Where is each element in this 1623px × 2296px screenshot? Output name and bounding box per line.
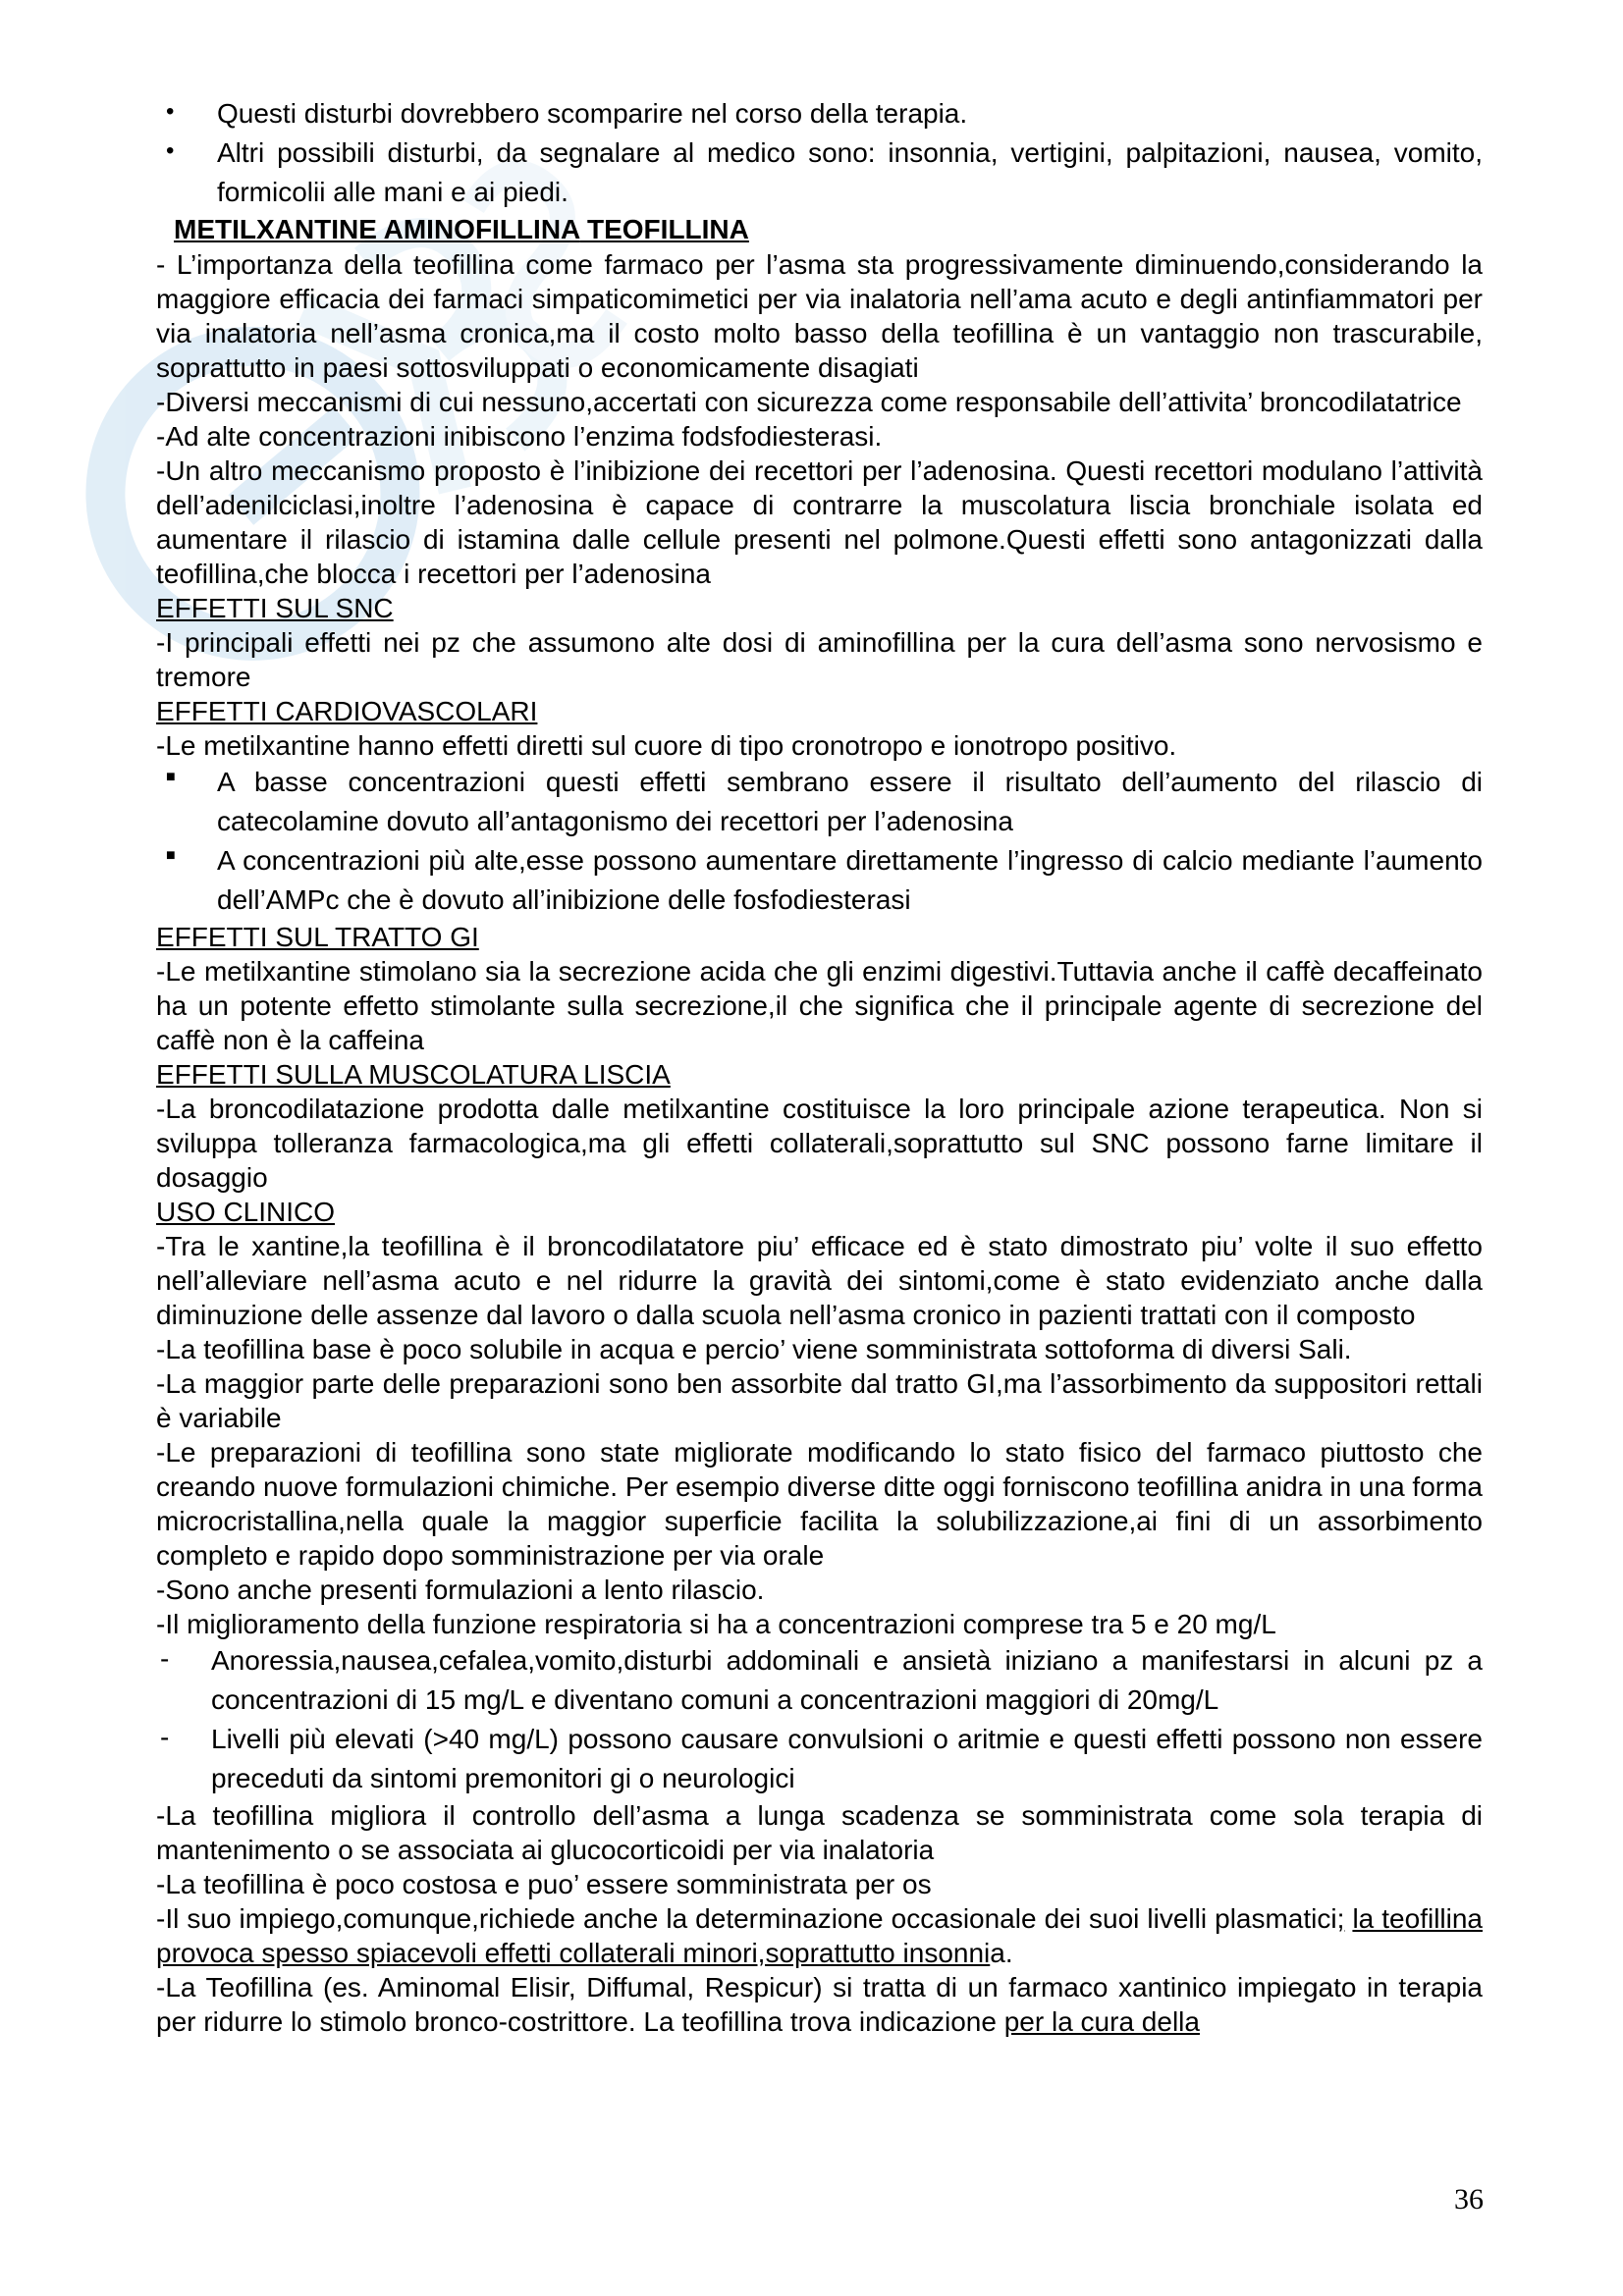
- impiego-tail: a: [990, 1938, 1005, 1968]
- paragraph: - L’importanza della teofillina come farmaco per l’asma sta progressivamente diminuendo,considerando la maggiore efficacia dei farmaci simpaticomimetici per via inalatoria nell’ama acuto e degli antinfiammatori per via inalatoria nell’asma cronica,ma il costo molto basso della teofillina è un vantaggio non trascurabile, soprattutto in paesi sottosviluppati o economicamente disagiati: [156, 249, 1483, 383]
- impiego-dot: .: [1004, 1938, 1013, 1968]
- page-title: [156, 212, 1483, 247]
- heading-part-1: METILXANTINE AMINOFILLINA: [174, 214, 580, 244]
- document-page: [156, 94, 1483, 2039]
- last-lead: -La Teofillina (es. Aminomal Elisir, Diffumal, Respicur) si tratta di un farmaco xantinico impiegato in terapia per ridurre lo stimolo bronco-costrittore. La teofillina trova indicazione: [156, 1972, 1483, 2037]
- paragraph: -Sono anche presenti formulazioni a lento rilascio.: [156, 1575, 765, 1605]
- square-bullet-icon: ■: [166, 847, 176, 864]
- paragraph: [156, 1970, 1483, 2039]
- paragraph: -Tra le xantine,la teofillina è il broncodilatatore piu’ efficace ed è stato dimostrato piu’ volte il suo effetto nell’alleviare nell’asma acuto e nel ridurre la gravità dei sintomi,come è stato evidenziato anche dalla diminuzione delle assenze dal lavoro o dalla scuola nell’asma cronico in pazienti trattati con il composto: [156, 1231, 1483, 1330]
- bullet-text: Anoressia,nausea,cefalea,vomito,disturbi addominali e ansietà iniziano a manifestarsi in alcuni pz a concentrazioni di 15 mg/L e diventano comuni a concentrazioni maggiori di 20mg/L: [211, 1645, 1483, 1715]
- bullet-text: A basse concentrazioni questi effetti sembrano essere il risultato dell’aumento del rilascio di catecolamine dovuto all’antagonismo dei recettori per l’adenosina: [217, 767, 1483, 836]
- paragraph: -Ad alte concentrazioni inibiscono l’enzima fodsfodiesterasi.: [156, 421, 883, 452]
- paragraph: -Diversi meccanismi di cui nessuno,accertati con sicurezza come responsabile dell’attivita’ broncodilatatrice: [156, 387, 1462, 417]
- dash-bullet-icon: -: [160, 1722, 170, 1752]
- bullet-text: Altri possibili disturbi, da segnalare al medico sono: insonnia, vertigini, palpitazioni, nausea, vomito, formicolii alle mani e ai piedi.: [217, 137, 1483, 207]
- bullet-text: Questi disturbi dovrebbero scomparire nel corso della terapia.: [217, 98, 968, 129]
- heading-part-2: TEOFILLINA: [587, 214, 749, 244]
- paragraph: -La teofillina base è poco solubile in acqua e percio’ viene somministrata sottoforma di diversi Sali.: [156, 1334, 1352, 1364]
- paragraph: -Un altro meccanismo proposto è l’inibizione dei recettori per l’adenosina. Questi recettori modulano l’attività dell’adenilciclasi,inoltre l’adenosina è capace di contrarre la muscolatura liscia bronchiale isolata ed aumentare il rilascio di istamina dalle cellule presenti nel polmone.Questi effetti sono antagonizzati dalla teofillina,che blocca i recettori per l’adenosina: [156, 455, 1483, 589]
- section-heading-snc: EFFETTI SUL SNC: [156, 593, 394, 623]
- list-item: [156, 1641, 1483, 1720]
- dash-bullet-icon: -: [160, 1643, 170, 1674]
- section-heading-gi: EFFETTI SUL TRATTO GI: [156, 922, 479, 952]
- paragraph: -Le preparazioni di teofillina sono state migliorate modificando lo stato fisico del farmaco piuttosto che creando nuove formulazioni chimiche. Per esempio diverse ditte oggi forniscono teofillina anidra in una forma microcristallina,nella quale la maggior superficie facilita la solubilizzazione,ai fini di un assorbimento completo e rapido dopo somministrazione per via orale: [156, 1437, 1483, 1571]
- paragraph: -Le metilxantine hanno effetti diretti sul cuore di tipo cronotropo e ionotropo positivo.: [156, 730, 1177, 761]
- paragraph: [156, 1901, 1483, 1970]
- list-item: [156, 133, 1483, 212]
- list-item: [156, 763, 1483, 841]
- section-heading-muscle: EFFETTI SULLA MUSCOLATURA LISCIA: [156, 1059, 671, 1090]
- paragraph: -La broncodilatazione prodotta dalle metilxantine costituisce la loro principale azione terapeutica. Non si sviluppa tolleranza farmacologica,ma gli effetti collaterali,soprattutto sul SNC possono farne limitare il dosaggio: [156, 1094, 1483, 1193]
- bullet-icon: •: [166, 137, 175, 164]
- impiego-colon: ;: [1336, 1903, 1345, 1934]
- paragraph: -Le metilxantine stimolano sia la secrezione acida che gli enzimi digestivi.Tuttavia anche il caffè decaffeinato ha un potente effetto stimolante sulla secrezione,il che significa che il principale agente di secrezione del caffè non è la caffeina: [156, 956, 1483, 1055]
- page-number: 36: [1454, 2183, 1484, 2216]
- impiego-lead: -Il suo impiego,comunque,richiede anche la determinazione occasionale dei suoi livelli plasmatici: [156, 1903, 1337, 1934]
- paragraph: -La maggior parte delle preparazioni sono ben assorbite dal tratto GI,ma l’assorbimento da suppositori rettali è variabile: [156, 1368, 1483, 1433]
- paragraph: -I principali effetti nei pz che assumono alte dosi di aminofillina per la cura dell’asma sono nervosismo e tremore: [156, 627, 1483, 692]
- section-heading-cardio: EFFETTI CARDIOVASCOLARI: [156, 696, 538, 726]
- section-heading-clinical: USO CLINICO: [156, 1197, 336, 1227]
- paragraph: -La teofillina migliora il controllo dell’asma a lunga scadenza se somministrata come sola terapia di mantenimento o se associata ai glucocorticoidi per via inalatoria: [156, 1800, 1483, 1865]
- paragraph: -Il miglioramento della funzione respiratoria si ha a concentrazioni comprese tra 5 e 20 mg/L: [156, 1609, 1276, 1639]
- bullet-text: Livelli più elevati (>40 mg/L) possono causare convulsioni o aritmie e questi effetti possono non essere preceduti da sintomi premonitori gi o neurologici: [211, 1724, 1483, 1793]
- bullet-text: A concentrazioni più alte,esse possono aumentare direttamente l’ingresso di calcio mediante l’aumento dell’AMPc che è dovuto all’inibizione delle fosfodiesterasi: [217, 845, 1483, 915]
- paragraph: -La teofillina è poco costosa e puo’ essere somministrata per os: [156, 1869, 932, 1899]
- list-item: [156, 94, 1483, 133]
- impiego-underlined: la teofillina provoca spesso spiacevoli effetti collaterali minori,soprattutto insonni: [156, 1903, 1484, 1968]
- list-item: [156, 1720, 1483, 1798]
- last-underlined: per la cura della: [1003, 2006, 1200, 2037]
- list-item: [156, 841, 1483, 920]
- square-bullet-icon: ■: [166, 769, 176, 785]
- bullet-icon: •: [166, 98, 175, 125]
